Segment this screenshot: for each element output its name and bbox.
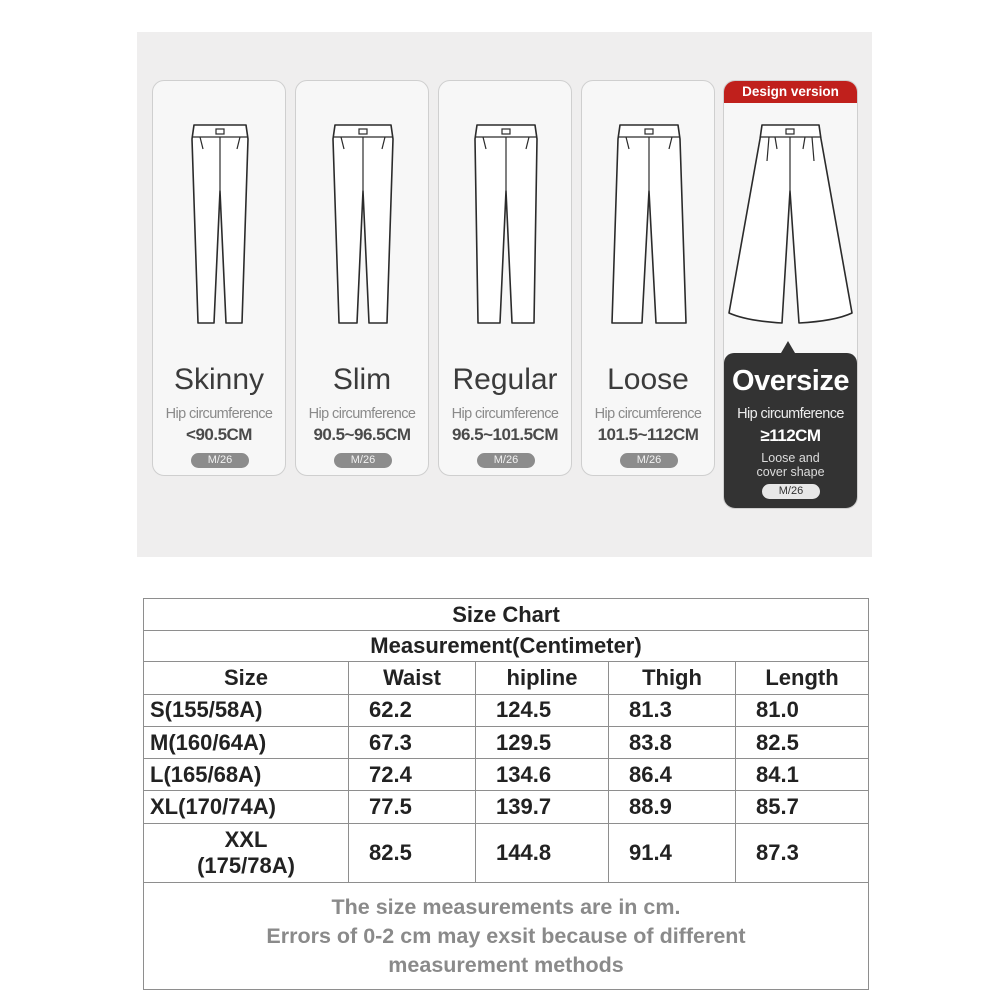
fit-label: Hip circumference xyxy=(308,406,416,422)
size-cell: L(165/68A) xyxy=(144,759,349,791)
regular-pants-illustration xyxy=(466,121,546,331)
value-cell: 67.3 xyxy=(349,726,476,758)
value-cell: 86.4 xyxy=(609,759,736,791)
table-header-row xyxy=(144,662,869,694)
table-row xyxy=(144,823,869,882)
table-row xyxy=(144,759,869,791)
size-pill: M/26 xyxy=(762,484,820,499)
size-chart-subtitle: Measurement(Centimeter) xyxy=(144,631,869,662)
value-cell: 134.6 xyxy=(476,759,609,791)
header-cell: Thigh xyxy=(609,662,736,694)
size-cell: S(155/58A) xyxy=(144,694,349,726)
fit-range: <90.5CM xyxy=(186,425,252,444)
fit-range: 101.5~112CM xyxy=(597,425,699,444)
table-row xyxy=(144,694,869,726)
value-cell: 88.9 xyxy=(609,791,736,823)
value-cell: 77.5 xyxy=(349,791,476,823)
fit-name: Regular xyxy=(452,363,558,396)
value-cell: 129.5 xyxy=(476,726,609,758)
value-cell: 82.5 xyxy=(349,823,476,882)
fit-card-oversize xyxy=(723,80,858,509)
value-cell: 85.7 xyxy=(736,791,869,823)
value-cell: 82.5 xyxy=(736,726,869,758)
header-cell: Size xyxy=(144,662,349,694)
size-cell xyxy=(144,823,349,882)
header-cell: hipline xyxy=(476,662,609,694)
fit-range: 96.5~101.5CM xyxy=(452,425,558,444)
fit-card-slim xyxy=(295,80,429,476)
value-cell: 124.5 xyxy=(476,694,609,726)
fit-name: Slim xyxy=(332,363,392,396)
note-line: measurement methods xyxy=(388,952,624,977)
measurement-notes xyxy=(144,883,869,990)
fit-range: 90.5~96.5CM xyxy=(313,425,411,444)
fit-card-regular xyxy=(438,80,572,476)
size-chart-table xyxy=(143,598,869,990)
size-pill: M/26 xyxy=(191,453,249,468)
fit-label: Hip circumference xyxy=(737,406,844,422)
fit-note xyxy=(724,451,857,479)
loose-pants-illustration xyxy=(609,121,689,331)
size-pill: M/26 xyxy=(620,453,678,468)
table-row xyxy=(144,791,869,823)
fit-note-line: cover shape xyxy=(756,465,825,479)
fit-card-loose xyxy=(581,80,715,476)
size-pill: M/26 xyxy=(334,453,392,468)
header-cell: Length xyxy=(736,662,869,694)
oversize-pants-illustration xyxy=(727,121,854,331)
value-cell: 84.1 xyxy=(736,759,869,791)
value-cell: 81.3 xyxy=(609,694,736,726)
fit-note-line: Loose and xyxy=(761,451,820,465)
value-cell: 87.3 xyxy=(736,823,869,882)
fit-comparison-panel xyxy=(137,32,872,557)
value-cell: 62.2 xyxy=(349,694,476,726)
fit-name: Loose xyxy=(607,363,689,396)
size-pill: M/26 xyxy=(477,453,535,468)
value-cell: 72.4 xyxy=(349,759,476,791)
size-line: XXL xyxy=(224,826,268,852)
size-cell: XL(170/74A) xyxy=(144,791,349,823)
fit-label: Hip circumference xyxy=(451,406,559,422)
note-line: The size measurements are in cm. xyxy=(331,894,681,919)
slim-pants-illustration xyxy=(323,121,403,331)
note-line: Errors of 0-2 cm may exsit because of different xyxy=(266,923,746,948)
fit-range: ≥112CM xyxy=(760,426,821,445)
value-cell: 83.8 xyxy=(609,726,736,758)
value-cell: 139.7 xyxy=(476,791,609,823)
fit-name: Skinny xyxy=(173,363,265,396)
fit-label: Hip circumference xyxy=(594,406,702,422)
design-version-badge: Design version xyxy=(724,81,857,103)
size-chart-title: Size Chart xyxy=(144,599,869,631)
value-cell: 91.4 xyxy=(609,823,736,882)
fit-card-skinny xyxy=(152,80,286,476)
fit-name: Oversize xyxy=(732,365,849,397)
skinny-pants-illustration xyxy=(180,121,260,331)
oversize-info-box xyxy=(724,353,857,509)
callout-notch xyxy=(781,341,795,353)
value-cell: 81.0 xyxy=(736,694,869,726)
size-line: (175/78A) xyxy=(197,852,295,878)
table-row xyxy=(144,726,869,758)
header-cell: Waist xyxy=(349,662,476,694)
size-cell: M(160/64A) xyxy=(144,726,349,758)
fit-label: Hip circumference xyxy=(165,406,273,422)
value-cell: 144.8 xyxy=(476,823,609,882)
